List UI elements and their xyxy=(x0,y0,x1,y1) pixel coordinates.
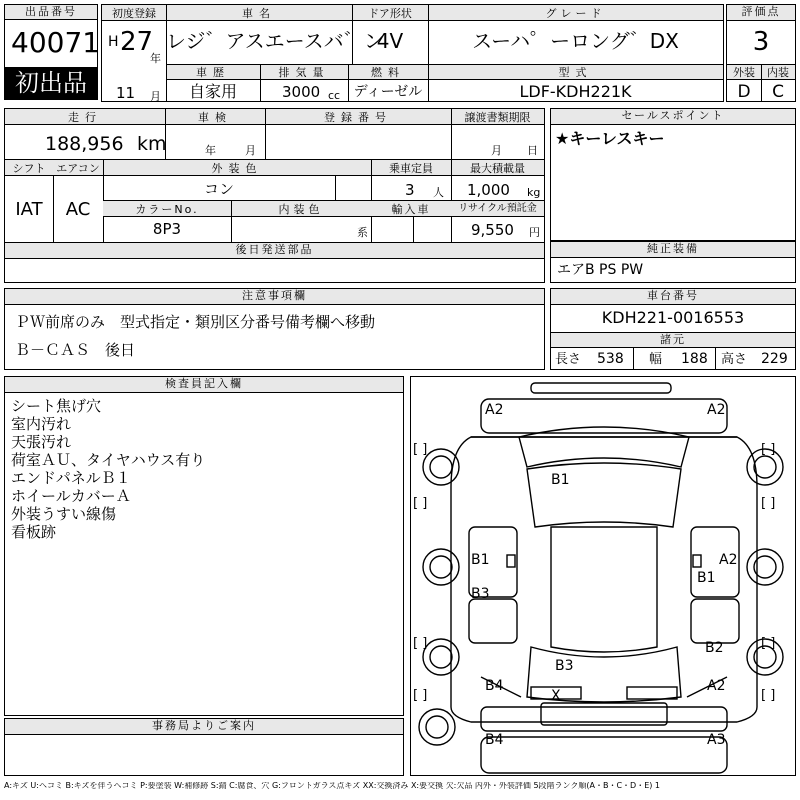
first-reg-month: 11 xyxy=(116,84,136,102)
damage-mark: B1 xyxy=(551,472,570,488)
damage-mark: A2 xyxy=(719,552,738,568)
chassis-cell xyxy=(550,288,796,370)
history: 自家用 xyxy=(188,82,237,101)
dimensions-label: 諸元 xyxy=(551,333,795,348)
inspector-cell xyxy=(4,376,404,716)
damage-diagram xyxy=(410,376,796,776)
model-label: 型式 xyxy=(558,66,593,79)
recycle-unit: 円 xyxy=(529,226,540,239)
legend: A:キズ U:ヘコミ B:キズを伴うヘコミ P:要塗装 W:補修跡 S:錆 C:腐食、穴 G:フロントガラス点キズ XX:交換済み X:要交換 欠:欠品 内外・外装評価 5段階ランク順(A・B・C・D・E) 1 xyxy=(4,782,661,790)
notes-line-1: ＰＷ前席のみ 型式指定・類別区分番号備考欄へ移動 xyxy=(15,313,376,331)
inspection-year-unit: 年 xyxy=(205,144,216,157)
int-color-unit: 系 xyxy=(357,226,368,239)
door-type: 4V xyxy=(376,29,404,53)
notes-cell xyxy=(4,288,545,370)
recycle-fee: 9,550 xyxy=(471,221,514,239)
mileage: 188,956 xyxy=(45,133,124,155)
grade: スーハ゜ーロング゛DX xyxy=(472,29,679,53)
later-parts-label: 後日発送部品 xyxy=(5,243,544,259)
import-label: 輸入車 xyxy=(391,203,431,216)
damage-mark: A2 xyxy=(707,678,726,694)
capacity: 3 xyxy=(405,181,415,199)
ext-color: コン xyxy=(203,180,234,198)
bracket-mark-7: [ ] xyxy=(413,688,428,703)
mileage-label: 走行 xyxy=(68,111,102,124)
transfer-deadline-label: 譲渡書類期限 xyxy=(464,111,531,124)
fuel-label: 燃料 xyxy=(371,66,405,79)
displacement: 3000 xyxy=(282,83,321,101)
history-label: 車歴 xyxy=(196,66,230,79)
first-reg-year: 27 xyxy=(120,27,154,57)
vehicle-info-grid xyxy=(101,4,724,102)
damage-mark: B1 xyxy=(697,570,716,586)
sales-point-label: セールスポイント xyxy=(551,109,795,125)
exterior-grade: D xyxy=(737,82,751,102)
damage-mark: A2 xyxy=(485,402,504,418)
notes-label: 注意事項欄 xyxy=(5,289,544,305)
sales-point: ★キーレスキー xyxy=(555,129,665,148)
length-value: 538 xyxy=(597,351,624,367)
damage-mark: A2 xyxy=(707,402,726,418)
score-label: 評価点 xyxy=(727,5,795,21)
bracket-mark-3: [ ] xyxy=(413,496,428,511)
first-reg-month-unit: 月 xyxy=(150,90,161,103)
width-value: 188 xyxy=(681,351,708,367)
grade-label: グレード xyxy=(545,7,606,20)
inspector-note: 看板跡 xyxy=(11,523,57,541)
interior-grade-label: 内装 xyxy=(767,66,789,79)
genuine-equip-cell xyxy=(550,241,796,283)
inspector-note: 室内汚れ xyxy=(11,415,72,433)
notes-line-2: Ｂ－ＣＡＳ 後日 xyxy=(15,341,136,359)
lot-cell xyxy=(4,4,101,100)
chassis-label: 車台番号 xyxy=(551,289,795,305)
bracket-mark-2: [ ] xyxy=(761,442,776,457)
width-label: 幅 xyxy=(649,352,663,367)
color-no-label: カラーNo. xyxy=(135,203,199,216)
ext-color-label: 外装色 xyxy=(211,162,263,175)
first-reg-era: H xyxy=(108,34,119,50)
capacity-label: 乗車定員 xyxy=(389,162,433,175)
aircon: AC xyxy=(65,199,91,220)
inspector-notes-list xyxy=(11,397,205,541)
first-reg-label: 初度登録 xyxy=(112,7,156,20)
office-cell xyxy=(4,718,404,776)
inspector-label: 検査員記入欄 xyxy=(5,377,403,393)
inspector-note: エンドパネルＢ１ xyxy=(11,469,131,487)
bracket-mark-5: [ ] xyxy=(413,636,428,651)
displacement-unit: cc xyxy=(328,89,341,102)
genuine-equip: エアB PS PW xyxy=(557,262,644,278)
car-name: レジ゛アスエースバ゛ン xyxy=(166,29,384,53)
inspector-note: ホイールカバーＡ xyxy=(11,487,131,505)
int-color-label: 内装色 xyxy=(278,203,324,216)
exterior-grade-label: 外装 xyxy=(733,66,755,79)
details-grid xyxy=(4,108,545,283)
inspector-note: シート焦げ穴 xyxy=(11,397,102,415)
max-load-unit: kg xyxy=(527,186,541,199)
shift-label: シフト xyxy=(12,162,46,175)
lot-number: 40071 xyxy=(11,26,101,59)
score-value: 3 xyxy=(752,27,770,57)
genuine-equip-label: 純正装備 xyxy=(551,242,795,258)
damage-mark: B3 xyxy=(555,658,574,674)
damage-mark: B4 xyxy=(485,732,504,748)
damage-mark: B2 xyxy=(705,640,724,656)
color-no: 8P3 xyxy=(152,220,182,238)
fuel: ディーゼル xyxy=(353,84,423,100)
car-name-label: 車名 xyxy=(242,7,276,20)
sales-point-cell xyxy=(550,108,796,241)
bracket-mark-8: [ ] xyxy=(761,688,776,703)
mileage-unit: km xyxy=(137,133,167,155)
reg-number-label: 登録番号 xyxy=(324,111,392,124)
bracket-mark-4: [ ] xyxy=(761,496,776,511)
inspector-note: 荷室ＡＵ、タイヤハウス有り xyxy=(11,451,206,469)
length-label: 長さ xyxy=(555,352,582,367)
bracket-mark-1: [ ] xyxy=(413,442,428,457)
max-load-label: 最大積載量 xyxy=(470,162,525,175)
damage-mark: B4 xyxy=(485,678,504,694)
damage-mark: B1 xyxy=(471,552,490,568)
first-reg-year-unit: 年 xyxy=(150,52,161,65)
transfer-month-unit: 月 xyxy=(491,144,502,157)
transfer-day-unit: 日 xyxy=(527,144,538,157)
height-label: 高さ xyxy=(721,352,748,367)
recycle-label: リサイクル預託金 xyxy=(458,203,537,214)
door-label: ドア形状 xyxy=(368,7,412,20)
score-cell xyxy=(726,4,796,102)
model-code: LDF-KDH221K xyxy=(519,82,632,101)
shift: IAT xyxy=(15,199,43,220)
damage-mark: A3 xyxy=(707,732,726,748)
first-listing-badge: 初出品 xyxy=(5,67,97,99)
inspection-month-unit: 月 xyxy=(245,144,256,157)
height-value: 229 xyxy=(761,351,788,367)
bracket-mark-6: [ ] xyxy=(761,636,776,651)
front-bumper-outline xyxy=(481,399,727,433)
displacement-label: 排気量 xyxy=(278,66,330,79)
inspector-note: 外装うすい線傷 xyxy=(11,505,117,523)
inspector-note: 天張汚れ xyxy=(11,433,72,451)
chassis-number: KDH221-0016553 xyxy=(601,308,745,327)
damage-mark: X xyxy=(551,688,561,704)
max-load: 1,000 xyxy=(467,181,510,199)
aircon-label: エアコン xyxy=(56,162,100,175)
inspection-label: 車検 xyxy=(198,111,232,124)
interior-grade: C xyxy=(772,82,784,102)
capacity-unit: 人 xyxy=(433,186,444,199)
lot-label: 出品番号 xyxy=(5,5,97,20)
office-label: 事務局よりご案内 xyxy=(5,719,403,735)
damage-mark: B3 xyxy=(471,586,490,602)
